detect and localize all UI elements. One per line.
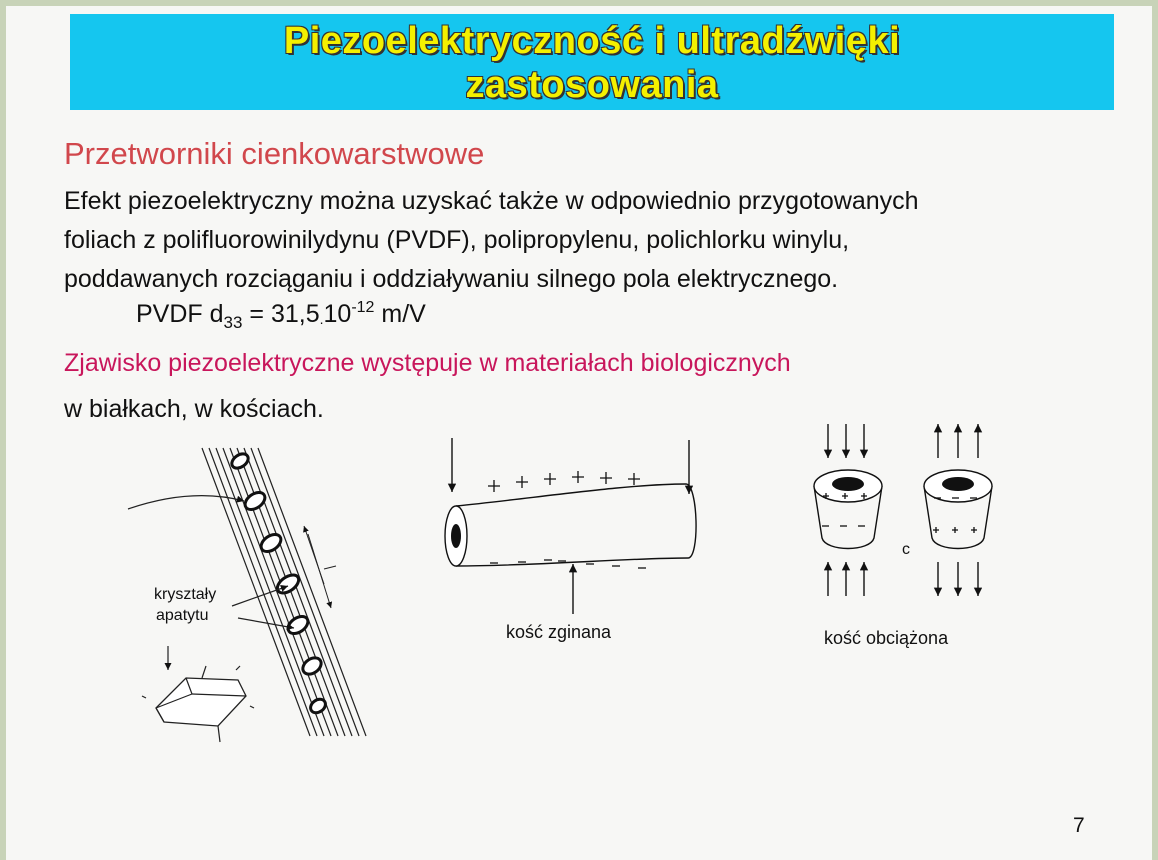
bent-bone-positive-charges	[488, 471, 640, 492]
bio-heading: Zjawisko piezoelektryczne występuje w materiałach biologicznych	[64, 349, 791, 377]
crystals-label-line-1: kryształy	[154, 586, 217, 603]
bio-detail: w białkach, w kościach.	[64, 395, 324, 423]
paragraph-line-2: foliach z polifluorowinilydynu (PVDF), polipropylenu, polichlorku winylu,	[64, 226, 850, 254]
formula-base: 10	[323, 300, 352, 328]
slide	[6, 6, 1152, 860]
title-line-1: Piezoelektryczność i ultradźwięki	[283, 20, 901, 62]
figures-diagram	[6, 6, 1152, 860]
loaded-bone-c-label: c	[902, 541, 910, 558]
title-line-2: zastosowania	[465, 64, 719, 106]
crystals-label-line-2: apatytu	[156, 607, 209, 624]
section-subtitle: Przetworniki cienkowarstwowe	[64, 136, 485, 171]
loaded-bone-stretched-figure	[924, 424, 992, 596]
bent-bone-label: kość zginana	[506, 622, 612, 642]
formula-middle: = 31,5	[242, 300, 320, 328]
formula-exponent: -12	[351, 299, 375, 316]
loaded-bone-stretched-charges	[933, 498, 977, 533]
formula-prefix: PVDF d	[136, 300, 224, 328]
bent-bone-figure	[445, 438, 696, 614]
loaded-bone-compressed-figure	[814, 424, 882, 596]
page-number: 7	[1073, 814, 1085, 837]
paragraph-line-1: Efekt piezoelektryczny można uzyskać także w odpowiednio przygotowanych	[64, 187, 919, 215]
loaded-bone-label: kość obciążona	[824, 628, 949, 648]
paragraph-line-3: poddawanych rozciąganiu i oddziaływaniu silnego pola elektrycznego.	[64, 265, 839, 293]
formula-subscript: 33	[223, 313, 243, 332]
formula-unit: m/V	[374, 300, 426, 328]
formula-dot: .	[319, 311, 324, 327]
bent-bone-negative-charges	[490, 560, 646, 568]
